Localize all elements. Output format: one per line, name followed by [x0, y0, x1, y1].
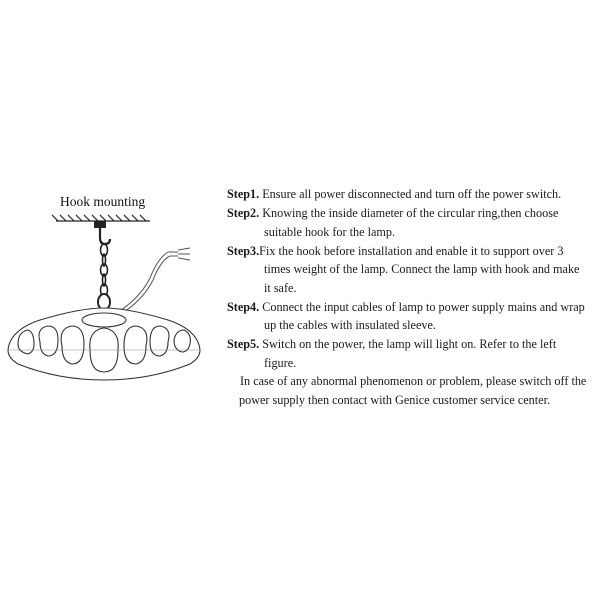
note-line-2: power supply then contact with Genice customer service center. [239, 392, 551, 407]
step-5 [227, 335, 599, 372]
chain-icon [101, 244, 108, 296]
step-label: Step4. [227, 299, 260, 314]
step-label: Step3. [227, 243, 260, 258]
step-3 [227, 242, 599, 298]
step-1 [227, 185, 599, 204]
step-label: Step1. [227, 187, 260, 201]
hook-icon [94, 221, 110, 244]
step-4 [227, 298, 599, 335]
step-text: Switch on the power, the lamp will light on. Refer to the left [259, 337, 557, 351]
step-text-continued: suitable hook for the lamp. [264, 224, 395, 239]
hook-mounting-illustration [0, 180, 230, 400]
step-text: Ensure all power disconnected and turn off the power switch. [259, 187, 562, 201]
lamp-icon [8, 308, 200, 380]
step-text: Connect the input cables of lamp to power supply mains and wrap [259, 299, 585, 314]
ceiling-icon [52, 215, 150, 221]
cable-icon [118, 248, 190, 314]
step-text-continued: times weight of the lamp. Connect the lamp with hook and make [264, 262, 580, 276]
step-label: Step2. [227, 206, 260, 220]
note [227, 372, 599, 409]
step-text-continued: up the cables with insulated sleeve. [264, 318, 436, 332]
step-text: Fix the hook before installation and enable it to support over 3 [259, 243, 564, 258]
step-text-continued-2: it safe. [264, 280, 297, 295]
step-text-continued: figure. [264, 355, 297, 370]
installation-steps [227, 185, 599, 409]
note-line-1: In case of any abnormal phenomenon or problem, please switch off the [240, 374, 587, 388]
step-2 [227, 204, 599, 241]
step-label: Step5. [227, 337, 260, 351]
step-text: Knowing the inside diameter of the circular ring,then choose [259, 206, 559, 220]
figure-title: Hook mounting [60, 194, 146, 209]
